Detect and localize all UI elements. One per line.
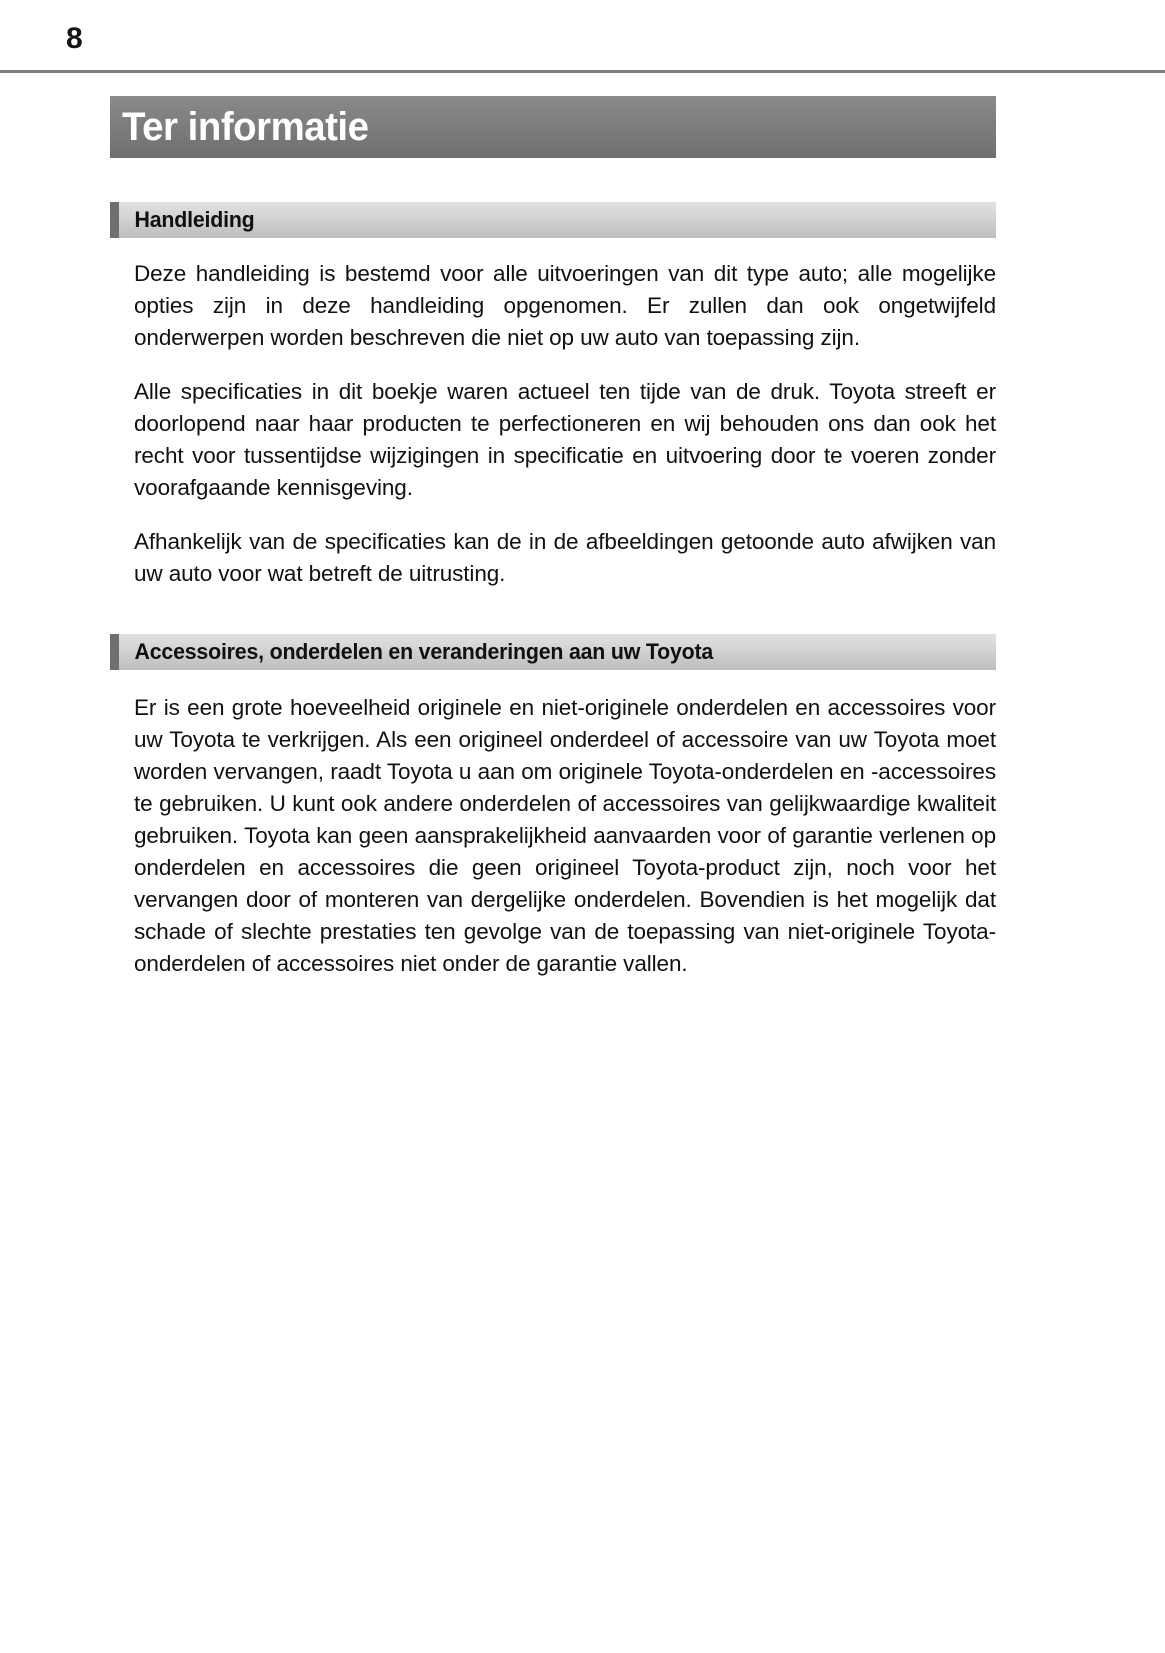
section-heading-accessoires (110, 634, 996, 670)
chapter-banner (110, 96, 996, 158)
paragraph: Deze handleiding is bestemd voor alle uitvoeringen van dit type auto; alle mogelijke opties zijn in deze handleiding opgenomen. Er zullen dan ook ongetwijfeld onderwerpen worden beschreven die niet op uw auto van toepassing zijn. (134, 261, 996, 350)
page-header (0, 0, 1165, 72)
section-marker-bar (110, 202, 119, 238)
chapter-title: Ter informatie (122, 105, 369, 149)
section-body-accessoires (110, 692, 996, 980)
page-content (110, 96, 996, 980)
paragraph: Er is een grote hoeveelheid originele en niet-originele onderdelen en accessoires voor uw Toyota te verkrijgen. Als een origineel onderdeel of accessoire van uw Toyota moet worden vervangen, raadt Toyota u aan om originele Toyota-onderdelen en -accessoires te gebruiken. U kunt ook andere onderdelen of accessoires van gelijkwaardige kwaliteit gebruiken. Toyota kan geen aansprakelijkheid aanvaarden voor of garantie verlenen op onderdelen en accessoires die geen origineel Toyota-product zijn, noch voor het vervangen door of monteren van dergelijke onderdelen. Bovendien is het mogelijk dat schade of slechte prestaties ten gevolge van de toepassing van niet-originele Toyota-onderdelen of accessoires niet onder de garantie vallen. (134, 695, 996, 976)
section-marker-bar (110, 634, 119, 670)
paragraph: Alle specificaties in dit boekje waren actueel ten tijde van de druk. Toyota streeft er doorlopend naar haar producten te perfectioneren en wij behouden ons dan ook het recht voor tussentijdse wijzigingen in specificatie en uitvoering door te voeren zonder voorafgaande kennisgeving. (134, 379, 996, 500)
section-title: Accessoires, onderdelen en veranderingen aan uw Toyota (134, 639, 714, 664)
paragraph: Afhankelijk van de specificaties kan de in de afbeeldingen getoonde auto afwijken van uw auto voor wat betreft de uitrusting. (134, 529, 996, 586)
page-number: 8 (66, 22, 83, 55)
header-divider (0, 70, 1165, 73)
section-body-handleiding (110, 258, 996, 590)
section-heading-handleiding (110, 202, 996, 238)
section-title: Handleiding (134, 207, 255, 232)
